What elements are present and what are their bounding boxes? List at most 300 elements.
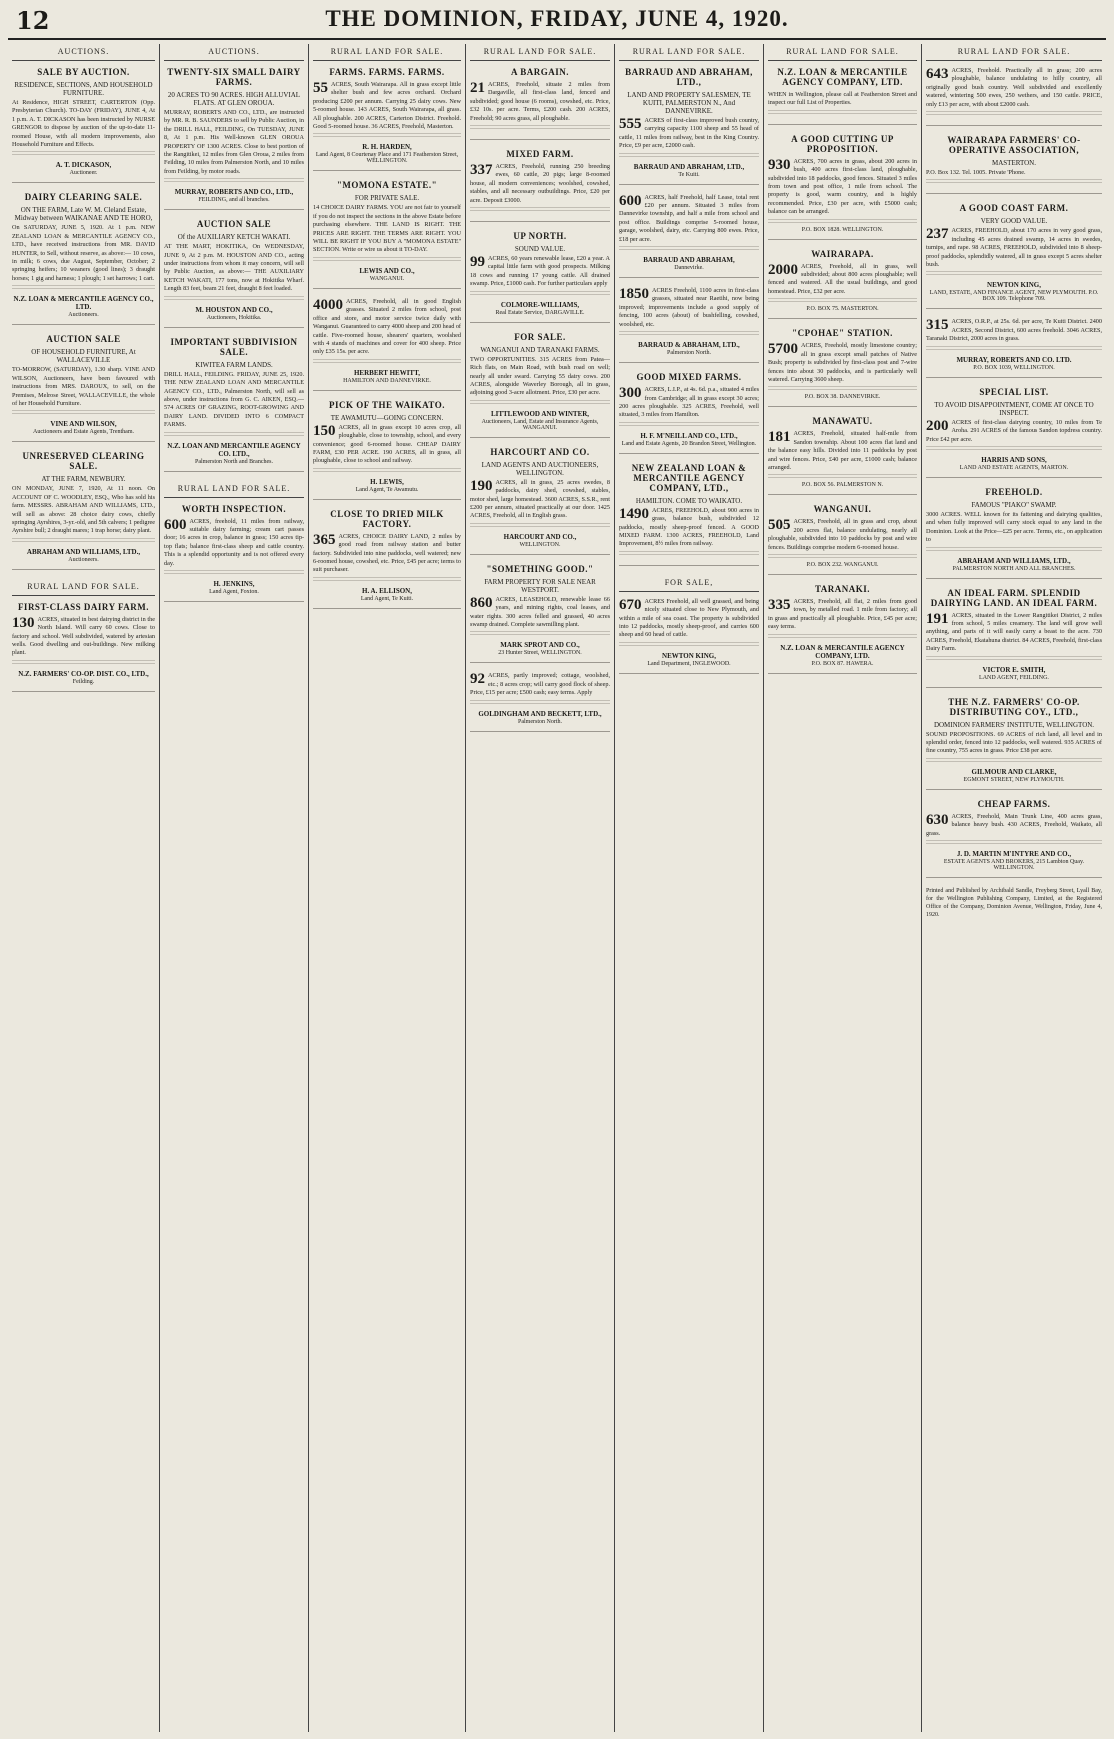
ad-agent: GILMOUR AND CLARKE, — [971, 767, 1057, 776]
ad-agent: NEWTON KING, — [987, 281, 1041, 290]
ad-body — [12, 616, 155, 658]
ad-body-text: ON MONDAY, JUNE 7, 1920, At 11 noon. On ACCOUNT OF C. WOODLEY, ESQ., Who has sold his farm. MESSRS. ABRAHAM AND WILLIAMS, LTD., will sell as above: 28 choice dairy cows, chiefly springing Ayrshires, 3-yr.-old, and 5th calvers; 1 pedigree Ayrshire bull; 2 draught mares; 1 trap horse; dairy plant. — [12, 485, 155, 535]
publisher-imprint: Printed and Published by Archibald Sandle, Freyberg Street, Lyall Bay, for the Wellington Publishing Company, Limited, at the Registered Office of the Company, Dominion Avenue, Wellington, Friday, June 4, 1920. — [926, 888, 1102, 918]
text-lines-decoration — [470, 700, 610, 706]
ad-agent: MURRAY, ROBERTS AND CO., LTD., — [174, 188, 294, 197]
ad-acreage: 92 — [470, 671, 485, 688]
ad-body — [768, 263, 917, 297]
ad-subtitle: WANGANUI AND TARANAKI FARMS. — [480, 345, 600, 354]
ad-address: P.O. BOX 232. WANGANUI. — [806, 561, 879, 568]
ad-acreage: 600 — [164, 516, 187, 533]
advertisement — [926, 318, 1102, 377]
ad-address: EGMONT STREET, NEW PLYMOUTH. — [963, 776, 1065, 783]
ad-address: WANGANUI. — [369, 275, 405, 282]
ad-body-text: ACRES, South Wairarapa. All in grass except little shelter bush and few acres orchard. Orchard producing £200 per annum. Carrying 25 dairy cows. New 5-roomed house. 143 ACRES, South Wairarapa, all grass. All ploughable. 200 ACRES, Carterton District. Freehold. Good 5-roomed house. 36 ACRES, Freehold, Masterton. — [313, 81, 461, 131]
ad-address: Auctioneers. — [68, 312, 99, 319]
masthead — [8, 4, 1106, 40]
ad-acreage: 2000 — [768, 261, 798, 278]
advertisement — [470, 564, 610, 664]
ad-title: AUCTION SALE — [46, 334, 121, 345]
ad-subtitle: 20 ACRES TO 90 ACRES. HIGH ALLUVIAL FLATS. AT GLEN OROUA. — [167, 91, 301, 107]
ad-title: DAIRY CLEARING SALE. — [24, 192, 143, 203]
ad-subtitle: LAND AGENTS AND AUCTIONEERS, WELLINGTON. — [481, 460, 599, 477]
text-lines-decoration — [926, 840, 1102, 846]
ad-subtitle: DOMINION FARMERS' INSTITUTE, WELLINGTON. — [933, 720, 1095, 729]
ad-body — [926, 169, 1102, 177]
ad-body — [926, 227, 1102, 269]
ad-address: LAND AND ESTATE AGENTS, MARTON. — [959, 464, 1069, 471]
text-lines-decoration — [12, 410, 155, 416]
ad-title: HARCOURT AND CO. — [490, 446, 590, 457]
ad-acreage: 200 — [926, 417, 949, 434]
advertisement — [768, 416, 917, 495]
advertisement — [768, 134, 917, 240]
ad-title: FIRST-CLASS DAIRY FARM. — [17, 601, 150, 612]
ad-address: Te Kuiti. — [678, 171, 700, 178]
ad-body-text: ACRES, Freehold, all in grass, well subdivided; about 800 acres ploughable; well fenced and watered. All the usual buildings, and good homestead. Price, £32 per acre. — [768, 262, 917, 295]
ad-body — [926, 67, 1102, 109]
ad-body — [470, 81, 610, 123]
advertisement — [313, 298, 461, 391]
ad-acreage: 505 — [768, 517, 791, 534]
text-lines-decoration — [313, 468, 461, 474]
ad-body — [470, 596, 610, 630]
text-lines-decoration — [926, 446, 1102, 452]
text-lines-decoration — [619, 246, 759, 252]
ad-address: Palmerston North. — [518, 718, 562, 725]
ad-body — [313, 424, 461, 466]
ad-address: Land Agent, Foxton. — [209, 588, 259, 595]
column-heading: AUCTIONS. — [164, 44, 304, 61]
ad-agent: HERBERT HEWITT, — [353, 368, 420, 377]
ad-address: P.O. BOX 1039, WELLINGTON. — [973, 364, 1055, 371]
ad-acreage: 150 — [313, 422, 336, 439]
ad-body-text: ACRES, situated in the Lower Rangitikei District, 2 miles from school, 5 miles creamery. The land will grow well anything, and parts of it will easily carry a beast to the acre. 730 ACRES, Freehold, Ekatahuna district. 84 ACRES, Freehold, first-class Dairy Farm. — [926, 611, 1102, 653]
ad-address: P.O. BOX 38. DANNEVIRKE. — [804, 394, 881, 401]
ad-title: MANAWATU. — [812, 416, 873, 427]
ad-title: MIXED FARM. — [506, 149, 574, 160]
text-lines-decoration — [164, 432, 304, 438]
advertisement — [470, 67, 610, 140]
ad-body-text: AT THE MART, HOKITIKA, On WEDNESDAY, JUNE 9, At 2 p.m. M. HOUSTON AND CO., acting under instructions from whom it may concern, will sell by Public Auction, as above:— THE AUXILIARY KETCH WAKATI, 177 tons, now at Hokitika Wharf. Length 83 feet, beam 21 feet, draught 8 feet loaded. — [164, 243, 304, 293]
ad-address: Auctioneers, Land, Estate and Insurance Agents, WANGANUI. — [481, 418, 599, 431]
ad-acreage: 4000 — [313, 296, 343, 313]
ad-title: TWENTY-SIX SMALL DAIRY FARMS. — [167, 67, 301, 87]
advertisement — [926, 387, 1102, 478]
ad-acreage: 600 — [619, 192, 642, 209]
column-2 — [159, 44, 308, 1732]
advertisement — [164, 67, 304, 210]
ad-title: PICK OF THE WAIKATO. — [328, 399, 446, 410]
ad-body-text: DRILL HALL, FEILDING. FRIDAY, JUNE 25, 1920. THE NEW ZEALAND LOAN AND MERCANTILE AGENCY CO., LTD., Palmerston North, will sell as above, under instructions from G. C. AIKEN, ESQ.— 574 ACRES OF GRAZING, ROOT-GROWING AND DAIRY LAND. DIVIDED INTO 6 COMPACT FARMS. — [164, 370, 304, 429]
ad-subtitle: TO AVOID DISAPPOINTMENT, COME AT ONCE TO INSPECT. — [934, 400, 1094, 417]
ad-body — [12, 224, 155, 283]
ad-title: AN IDEAL FARM. SPLENDID DAIRYING LAND. AN IDEAL FARM. — [930, 587, 1098, 608]
text-lines-decoration — [619, 153, 759, 159]
ad-agent: N.Z. LOAN & MERCANTILE AGENCY CO., LTD. — [13, 295, 154, 312]
ad-acreage: 860 — [470, 594, 493, 611]
advertisement — [768, 504, 917, 575]
text-lines-decoration — [768, 634, 917, 640]
ad-body — [619, 507, 759, 549]
ad-address: Palmerston North. — [667, 350, 711, 357]
ad-subtitle: FARM PROPERTY FOR SALE NEAR WESTPORT. — [484, 577, 596, 594]
ad-body-text: ACRES Freehold, 1100 acres in first-class grasses, situated near Raetihi, now being improved; improvements include a good supply of fencing, 100 acres (about) of bushfelling, cowshed, woolshed, etc. — [619, 287, 759, 328]
ad-agent: VINE AND WILSON, — [50, 420, 117, 429]
text-lines-decoration — [164, 570, 304, 576]
ad-body-text: ACRES, Freehold, all in good English grasses. Situated 2 miles from school, post office and store, and motor service twice daily with Wanganui. Guaranteed to carry 4000 sheep and 200 head of cattle. Five-roomed house, shearers' quarters, woolshed with 4 stands of machines and cover for 400 sheep. Price only £35 15s. per acre. — [313, 297, 461, 356]
ad-body-text: ACRES of first-class improved bush country, carrying capacity 1100 sheep and 55 head of cattle, 11 miles from railway, best in the King Country. Price, £9 per acre, £2000 cash. — [619, 117, 759, 150]
ad-subtitle: LAND AND PROPERTY SALESMEN, TE KUITI, PALMERSTON N., And DANNEVIRKE. — [627, 91, 751, 115]
column-heading: RURAL LAND FOR SALE. — [313, 44, 461, 61]
ad-body — [619, 598, 759, 640]
ad-body-text: ACRES Freehold, all well grassed, and being nicely situated close to New Plymouth, and within a mile of sea coast. The property is subdivided into 12 paddocks, mostly sheep-proof, and carries 600 sheep and 60 head of cattle. — [619, 597, 759, 639]
advertisement — [470, 672, 610, 731]
ad-body — [12, 366, 155, 408]
ad-address: HAMILTON AND DANNEVIRKE. — [343, 377, 431, 384]
ad-acreage: 191 — [926, 610, 949, 627]
advertisement — [768, 249, 917, 320]
advertisement — [768, 67, 917, 125]
text-lines-decoration — [619, 331, 759, 337]
ad-address: Land Agent, 8 Courtenay Place and 171 Featherston Street, WELLINGTON. — [315, 152, 459, 165]
ad-agent: R. H. HARDEN, — [362, 143, 412, 152]
column-heading: AUCTIONS. — [12, 44, 155, 61]
ad-title: FOR SALE. — [514, 331, 566, 342]
ad-subtitle: OF HOUSEHOLD FURNITURE, At WALLACEVILLE — [31, 348, 136, 365]
ad-agent: BARRAUD AND ABRAHAM, LTD., — [633, 162, 745, 171]
ad-acreage: 55 — [313, 80, 328, 96]
text-lines-decoration — [164, 178, 304, 184]
ad-agent: H. LEWIS, — [370, 477, 404, 486]
ad-body-text: ACRES, freehold, 11 miles from railway, suitable dairy farming; cream cart passes door; 16 acres in crop, balance in grass; 150 acres tip-top flats; balance first-class sheep and cattle country. This is a splendid opportunity and is not offered every day. — [164, 517, 304, 567]
column-heading: RURAL LAND FOR SALE. — [619, 44, 759, 61]
ad-title: WAIRARAPA. — [811, 248, 874, 259]
ad-agent: LITTLEWOOD AND WINTER, — [490, 409, 590, 418]
ad-body — [470, 255, 610, 289]
ad-body-text: ACRES, Freehold. Practically all in grass; 200 acres ploughable, balance undulating to hilly country, all originally good bush country. Well subdivided and excellently watered, wintering 500 ewes, 250 wethers, and 150 cattle. PRICE, only £13 per acre, with about £2000 cash. — [926, 67, 1102, 108]
ad-title: AUCTION SALE — [196, 219, 272, 230]
text-lines-decoration — [12, 151, 155, 157]
advertisement — [470, 231, 610, 323]
ad-agent: BARRAUD & ABRAHAM, LTD., — [638, 341, 740, 350]
ad-body-text: ACRES, all in grass, 25 acres swedes, 8 paddocks, dairy shed, cowshed, stables, motor shed, large homestead. 3600 ACRES, S.S.R., rent £200 per annum, situated practically at our door. 1425 ACRES, Freehold, all in English grass. — [470, 478, 610, 520]
text-lines-decoration — [926, 758, 1102, 764]
ad-address: ESTATE AGENTS AND BROKERS, 215 Lambton Quay. WELLINGTON. — [943, 859, 1085, 871]
text-lines-decoration — [470, 631, 610, 637]
text-lines-decoration — [164, 296, 304, 302]
ad-title: "CPOHAE" STATION. — [792, 328, 893, 339]
ad-body-text: ACRES, Freehold, all in grass and crop, about 200 acres flat, balance undulating, nearly all ploughable, subdivided into 10 paddocks by post and wire fences. Buildings comprise modern 6-roomed house. — [768, 518, 917, 551]
newspaper-title: THE DOMINION, FRIDAY, JUNE 4, 1920. — [325, 6, 789, 31]
text-lines-decoration — [470, 291, 610, 297]
ad-subtitle: FAMOUS "PIAKO" SWAMP. — [971, 500, 1057, 509]
ad-body — [313, 533, 461, 575]
ad-body-text: ACRES, half Freehold, half Lease, total rent £20 per annum. Situated 3 miles from Dannevirke township, and half a mile from school and post office. Buildings comprise 5-roomed house, garage, woolshed, dairy, etc. Carrying 800 ewes. Price, £18 per acre. — [619, 193, 759, 243]
ad-body-text: ACRES, all in grass except 10 acres crop, all ploughable, close to township, school, and every convenience; good 6-roomed house. CHEAP DAIRY FARM, £30 PER ACRE. 190 ACRES, all in grass, all ploughable, close to school and railway. — [313, 423, 461, 465]
text-lines-decoration — [926, 346, 1102, 352]
ad-body — [12, 99, 155, 149]
text-lines-decoration — [313, 133, 461, 139]
ad-body-text: ACRES, Freehold, all flat, 2 miles from good town, by metalled road. 1 mile from factory; all in grass and practically all ploughable. Price, £45 per acre; easy terms. — [768, 597, 917, 631]
advertisement — [926, 799, 1102, 878]
ad-acreage: 1850 — [619, 286, 649, 303]
ad-body — [12, 485, 155, 535]
ad-subtitle: SOUND VALUE. — [514, 245, 566, 254]
ad-body — [768, 518, 917, 552]
advertisement — [926, 487, 1102, 579]
ad-acreage: 237 — [926, 226, 949, 243]
ad-subtitle: RESIDENCE, SECTIONS, AND HOUSEHOLD FURNITURE. — [14, 81, 153, 97]
ad-body-text: ACRES, L.I.P., at 4s. 6d. p.a., situated 4 miles from Cambridge; all in grass except 30 acres; 200 acres ploughable. 325 ACRES, Freehold, well situated, 3 miles from Hamilton. — [619, 386, 759, 419]
ad-body — [768, 158, 917, 217]
ad-acreage: 181 — [768, 429, 791, 446]
ad-title: CHEAP FARMS. — [977, 798, 1051, 809]
ad-agent: J. D. MARTIN M'INTYRE AND CO., — [956, 850, 1072, 858]
advertisement — [926, 67, 1102, 126]
ad-agent: ABRAHAM AND WILLIAMS, LTD., — [957, 556, 1071, 565]
advertisement — [926, 697, 1102, 790]
ad-acreage: 337 — [470, 162, 493, 179]
ad-body — [926, 318, 1102, 343]
advertisement — [470, 447, 610, 555]
columns-container — [8, 44, 1106, 1732]
ad-body-text: P.O. Box 132. Tel. 1005. Private 'Phone. — [926, 169, 1026, 177]
ad-body — [619, 386, 759, 420]
ad-agent: COLMORE-WILLIAMS, — [500, 300, 580, 309]
ad-title: UNRESERVED CLEARING SALE. — [22, 451, 145, 472]
text-lines-decoration — [313, 577, 461, 583]
advertisement — [313, 400, 461, 500]
ad-body-text: ACRES, LEASEHOLD, renewable lease 66 years, and mining rights, coal leases, and water rights. 300 acres felled and grassed, 40 acres swamp drained. Complete sawmilling plant. — [470, 595, 610, 628]
text-lines-decoration — [12, 538, 155, 544]
ad-address: Auctioneer. — [69, 170, 98, 177]
ad-acreage: 1490 — [619, 505, 649, 522]
ad-agent: BARRAUD AND ABRAHAM, — [643, 256, 735, 265]
ad-title: IMPORTANT SUBDIVISION SALE. — [170, 336, 298, 357]
ad-address: P.O. BOX 1828. WELLINGTON. — [801, 226, 884, 233]
ad-subtitle: MASTERTON. — [992, 159, 1036, 168]
advertisement — [926, 588, 1102, 688]
ad-title: FREEHOLD. — [985, 486, 1043, 497]
ad-agent: H. A. ELLISON, — [362, 586, 412, 595]
text-lines-decoration — [12, 285, 155, 291]
ad-body-text: ACRES, Freehold, situated half-mile from Sandon township. About 100 acres flat land and the balance easy hills. Divided into 11 paddocks by post and wire fences. Price, £40 per acre, £1000 cash; balance arranged. — [768, 430, 917, 471]
advertisement — [164, 219, 304, 327]
ad-subtitle: Of the AUXILIARY KETCH WAKATI. — [177, 233, 291, 242]
ad-body-text: ACRES, FREEHOLD, about 170 acres in very good grass, including 45 acres drained swamp, 14 acres in swedes, turnips, and rape. 98 ACRES, FREEHOLD, subdivided into 8 sheep-proof paddocks, splendidly watered, all in grass except 5 acres shelter bush. — [926, 227, 1102, 269]
text-lines-decoration — [926, 656, 1102, 662]
ad-agent: H. JENKINS, — [213, 579, 255, 588]
ad-body — [768, 430, 917, 472]
ad-body-text: ACRES, 60 years renewable lease, £20 a year. A capital little farm with good prospects. Milking 18 cows and running 17 young cattle. All drained swamp. Price, £1000 cash. For further particulars apply — [470, 255, 610, 288]
ad-body-text: ACRES, O.R.P., at 25s. 6d. per acre, Te Kuiti District. 2400 ACRES, Second District, 600 acres freehold. 3046 ACRES, Taranaki District, 2000 acres in grass. — [926, 318, 1102, 343]
ad-acreage: 670 — [619, 596, 642, 613]
ad-title: WORTH INSPECTION. — [181, 503, 287, 514]
ad-agent: VICTOR E. SMITH, — [982, 665, 1046, 674]
ad-acreage: 365 — [313, 531, 336, 548]
ad-body — [470, 163, 610, 205]
text-lines-decoration — [926, 271, 1102, 277]
ad-body — [470, 479, 610, 521]
ad-body — [768, 91, 917, 108]
ad-body-text: ACRES, 700 acres in grass, about 200 acres in bush, 400 acres first-class land, ploughable, subdivided into 18 paddocks, good fences. Situated 3 miles from town and post office, 1 mile from school. The property is good, warm country, and is highly recommended. Price, £30 per acre, with £5000 cash; balance can be arranged. — [768, 157, 917, 216]
column-5 — [614, 44, 763, 1732]
ad-body — [164, 371, 304, 430]
ad-address: Feilding. — [72, 678, 95, 685]
ad-address: WELLINGTON. — [519, 541, 561, 548]
ad-acreage: 930 — [768, 156, 791, 173]
advertisement — [12, 334, 155, 442]
ad-body-text: ACRES, FREEHOLD, about 900 acres in grass, balance bush, subdivided 12 paddocks, mostly sheep-proof fenced. A GOOD MIXED FARM. 1300 ACRES, FREEHOLD, Land Improvement, 8½ miles from railway. — [619, 506, 759, 548]
ad-agent: GOLDINGHAM AND BECKETT, LTD., — [478, 709, 602, 718]
page-number: 12 — [16, 6, 50, 35]
ad-address: Land Agent, Te Kuiti. — [360, 595, 414, 602]
advertisement — [12, 602, 155, 692]
ad-body-text: WHEN in Wellington, please call at Featherston Street and inspect our full List of Properties. — [768, 91, 917, 107]
ad-body-text: 14 CHOICE DAIRY FARMS. YOU are not fair to yourself if you do not inspect the sections in the above Estate before purchasing elsewhere. THE LAND IS RIGHT. THE PRICES ARE RIGHT. THE TERMS ARE RIGHT. YOU WILL BE RIGHT IF YOU BUY A "MOMONA ESTATE" SECTION. Write or wire us about it TO-DAY. — [313, 204, 461, 254]
ad-address: Land Department, INGLEWOOD. — [647, 660, 731, 667]
ad-body-text: ACRES, Freehold, mostly limestone country; all in grass except small patches of Native Bush; property is subdivided by first-class post and 7-wire fences into about 30 paddocks, and is particularly well watered. Carrying 3600 sheep. — [768, 342, 917, 383]
ad-agent: N.Z. FARMERS' CO-OP. DIST. CO., LTD., — [18, 669, 149, 678]
ad-title: A GOOD CUTTING UP PROPOSITION. — [791, 133, 894, 154]
text-lines-decoration — [470, 125, 610, 131]
ad-title: TARANAKI. — [814, 583, 871, 594]
ad-agent: HARRIS AND SONS, — [981, 455, 1047, 464]
ad-acreage: 630 — [926, 811, 949, 828]
ad-body — [470, 672, 610, 697]
ad-agent: NEWTON KING, — [662, 651, 716, 660]
ad-address: FEILDING, and all branches. — [198, 197, 270, 204]
advertisement — [12, 67, 155, 183]
ad-acreage: 643 — [926, 66, 949, 82]
ad-body-text: ACRES of first-class dairying country, 10 miles from Te Aroha. 291 ACRES of the famous Sandon topdress country. Price £42 per acre. — [926, 418, 1102, 443]
ad-body-text: MURRAY, ROBERTS AND CO., LTD., are instructed by MR. R. B. SAUNDERS to sell by Public Auction, in the DRILL HALL, FEILDING, On TUESDAY, JUNE 8, At 1 p.m. His Well-known GLEN OROUA PROPERTY OF 1300 ACRES. Close to best portion of the Rangitikei, 12 miles from Glen Oroua, 2 miles from Feilding, 10 miles from Palmerston North, and 10 miles from Feilding, by motor roads. — [164, 109, 304, 175]
text-lines-decoration — [926, 111, 1102, 117]
text-lines-decoration — [12, 660, 155, 666]
advertisement — [768, 584, 917, 674]
ad-subtitle: FOR PRIVATE SALE. — [354, 194, 420, 203]
text-lines-decoration — [926, 179, 1102, 185]
advertisement — [619, 194, 759, 278]
ad-body — [926, 813, 1102, 838]
text-lines-decoration — [619, 642, 759, 648]
text-lines-decoration — [768, 386, 917, 392]
column-4 — [465, 44, 614, 1732]
text-lines-decoration — [768, 554, 917, 560]
ad-body-text: ACRES, partly improved; cottage, woolshed, etc.; 8 acres crop; will carry good flock of sheep. Price, £15 per acre; £500 cash; easy terms. Apply — [470, 672, 610, 697]
advertisement — [926, 203, 1102, 309]
ad-title: GOOD MIXED FARMS. — [636, 372, 742, 383]
ad-address: PALMERSTON NORTH AND ALL BRANCHES. — [952, 565, 1076, 572]
ad-body-text: On SATURDAY, JUNE 5, 1920. At 1 p.m. NEW ZEALAND LOAN & MERCANTILE AGENCY CO., LTD., have received instructions from MR. DAVID HUNTER, to Sell, without reserve, as above:— 10 cows, in milk; 6 cows, due August, September, October; 2 springing heifers; 10 weaners (good lines); 3 draught horses; 1 gig and harness; 1 plough; 1 set harrows; 1 cart. — [12, 224, 155, 282]
ad-body — [926, 612, 1102, 654]
ad-title: "MOMONA ESTATE." — [336, 180, 438, 191]
text-lines-decoration — [768, 110, 917, 116]
column-6 — [763, 44, 921, 1732]
ad-body-text: ACRES, CHOICE DAIRY LAND, 2 miles by good road from railway station and butter factory. Subdivided into nine paddocks, well watered; new 6-roomed house, cowshed, etc. Price, £45 per acre; terms to suit purchaser. — [313, 532, 461, 574]
advertisement — [164, 337, 304, 472]
text-lines-decoration — [619, 551, 759, 557]
ad-address: Land and Estate Agents, 20 Brandon Street, Wellington. — [621, 440, 757, 447]
ad-subtitle: VERY GOOD VALUE. — [980, 217, 1048, 226]
ad-acreage: 190 — [470, 477, 493, 494]
advertisement — [313, 67, 461, 171]
ad-agent: H. F. M'NEILL AND CO., LTD., — [640, 431, 738, 440]
ad-subtitle: TE AWAMUTU—GOING CONCERN. — [330, 413, 444, 422]
column-heading: RURAL LAND FOR SALE. — [470, 44, 610, 61]
column-heading: RURAL LAND FOR SALE. — [926, 44, 1102, 61]
ad-address: Real Estate Service, DARGAVILLE. — [495, 309, 585, 316]
ad-agent: ABRAHAM AND WILLIAMS, LTD., — [26, 547, 141, 556]
ad-acreage: 21 — [470, 80, 485, 96]
ad-agent: N.Z. LOAN AND MERCANTILE AGENCY CO. LTD., — [167, 441, 301, 458]
ad-subtitle: HAMILTON. COME TO WAIKATO. — [635, 496, 743, 505]
ad-agent: MARK SPROT AND CO., — [500, 641, 580, 650]
text-lines-decoration — [619, 422, 759, 428]
advertisement — [12, 451, 155, 569]
ad-body — [926, 511, 1102, 545]
ad-body-text: ACRES, Freehold, situate 2 miles from Dargaville, all first-class land, fenced and subdivided; good house (6 rooms), cowshed, etc. Price, £32 10s. per acre. Terms, £200 cash. 200 ACRES, Freehold; 90 acres grass, all ploughable. — [470, 81, 610, 122]
ad-body — [619, 117, 759, 151]
column-3 — [308, 44, 465, 1732]
ad-agent: A. T. DICKASON, — [55, 161, 112, 170]
ad-title: A GOOD COAST FARM. — [959, 203, 1069, 214]
ad-body — [926, 419, 1102, 444]
section-heading: RURAL LAND FOR SALE. — [12, 579, 155, 596]
advertisement — [926, 135, 1102, 194]
ad-title: A BARGAIN. — [510, 67, 569, 77]
advertisement — [619, 598, 759, 674]
ad-address: LAND AGENT, FEILDING. — [979, 674, 1049, 681]
advertisement — [313, 509, 461, 609]
advertisement — [619, 372, 759, 454]
ad-acreage: 335 — [768, 596, 791, 613]
section-heading: FOR SALE, — [619, 575, 759, 592]
column-7 — [921, 44, 1106, 1732]
ad-address: P.O. BOX 87. HAWERA. — [811, 660, 874, 667]
text-lines-decoration — [470, 523, 610, 529]
ad-title: NEW ZEALAND LOAN & MERCANTILE AGENCY COMPANY, LTD., — [631, 462, 747, 493]
ad-address: LAND, ESTATE, AND FINANCE AGENT, NEW PLYMOUTH. P.O. BOX 109. Telephone 709. — [929, 290, 1099, 303]
ad-body — [926, 731, 1102, 756]
ad-title: SALE BY AUCTION. — [37, 67, 130, 77]
advertisement — [12, 192, 155, 325]
advertisement — [313, 180, 461, 288]
ad-agent: MURRAY, ROBERTS AND CO. LTD. — [956, 355, 1072, 364]
ad-address: Auctioneers. — [68, 556, 99, 563]
ad-body-text: TO-MORROW, (SATURDAY), 1.30 sharp. VINE AND WILSON, Auctioneers, have been favoured with instructions from MRS. DAROUX, to sell, on the Premises, Melrose Street, WALLACEVILLE, the whole of her Household Furniture. — [12, 366, 155, 407]
ad-body — [164, 109, 304, 176]
advertisement — [619, 67, 759, 185]
ad-title: THE N.Z. FARMERS' CO-OP. DISTRIBUTING COY., LTD., — [948, 696, 1080, 717]
ad-acreage: 300 — [619, 385, 642, 402]
ad-body — [768, 342, 917, 384]
ad-title: CLOSE TO DRIED MILK FACTORY. — [330, 508, 444, 529]
ad-title: WAIRARAPA FARMERS' CO-OPERATIVE ASSOCIATION, — [947, 135, 1081, 156]
text-lines-decoration — [470, 400, 610, 406]
text-lines-decoration — [313, 359, 461, 365]
ad-body-text: SOUND PROPOSITIONS. 69 ACRES of rich land, all level and in splendid order, fenced into 12 paddocks, well watered. 935 ACRES of fine country, 755 acres in grass. Price £38 per acre. — [926, 730, 1102, 755]
ad-title: UP NORTH. — [513, 231, 567, 242]
ad-acreage: 315 — [926, 317, 949, 334]
ad-agent: LEWIS AND CO., — [359, 266, 415, 275]
ad-body-text: 3000 ACRES. WELL known for its fattening and dairying qualities, and when fully improved will carry stock equal to any land in the Dominion. Look at the Price—£25 per acre. Terms, etc., on application to — [926, 510, 1102, 544]
text-lines-decoration — [313, 257, 461, 263]
text-lines-decoration — [470, 207, 610, 213]
ad-body — [619, 194, 759, 244]
advertisement — [164, 504, 304, 602]
